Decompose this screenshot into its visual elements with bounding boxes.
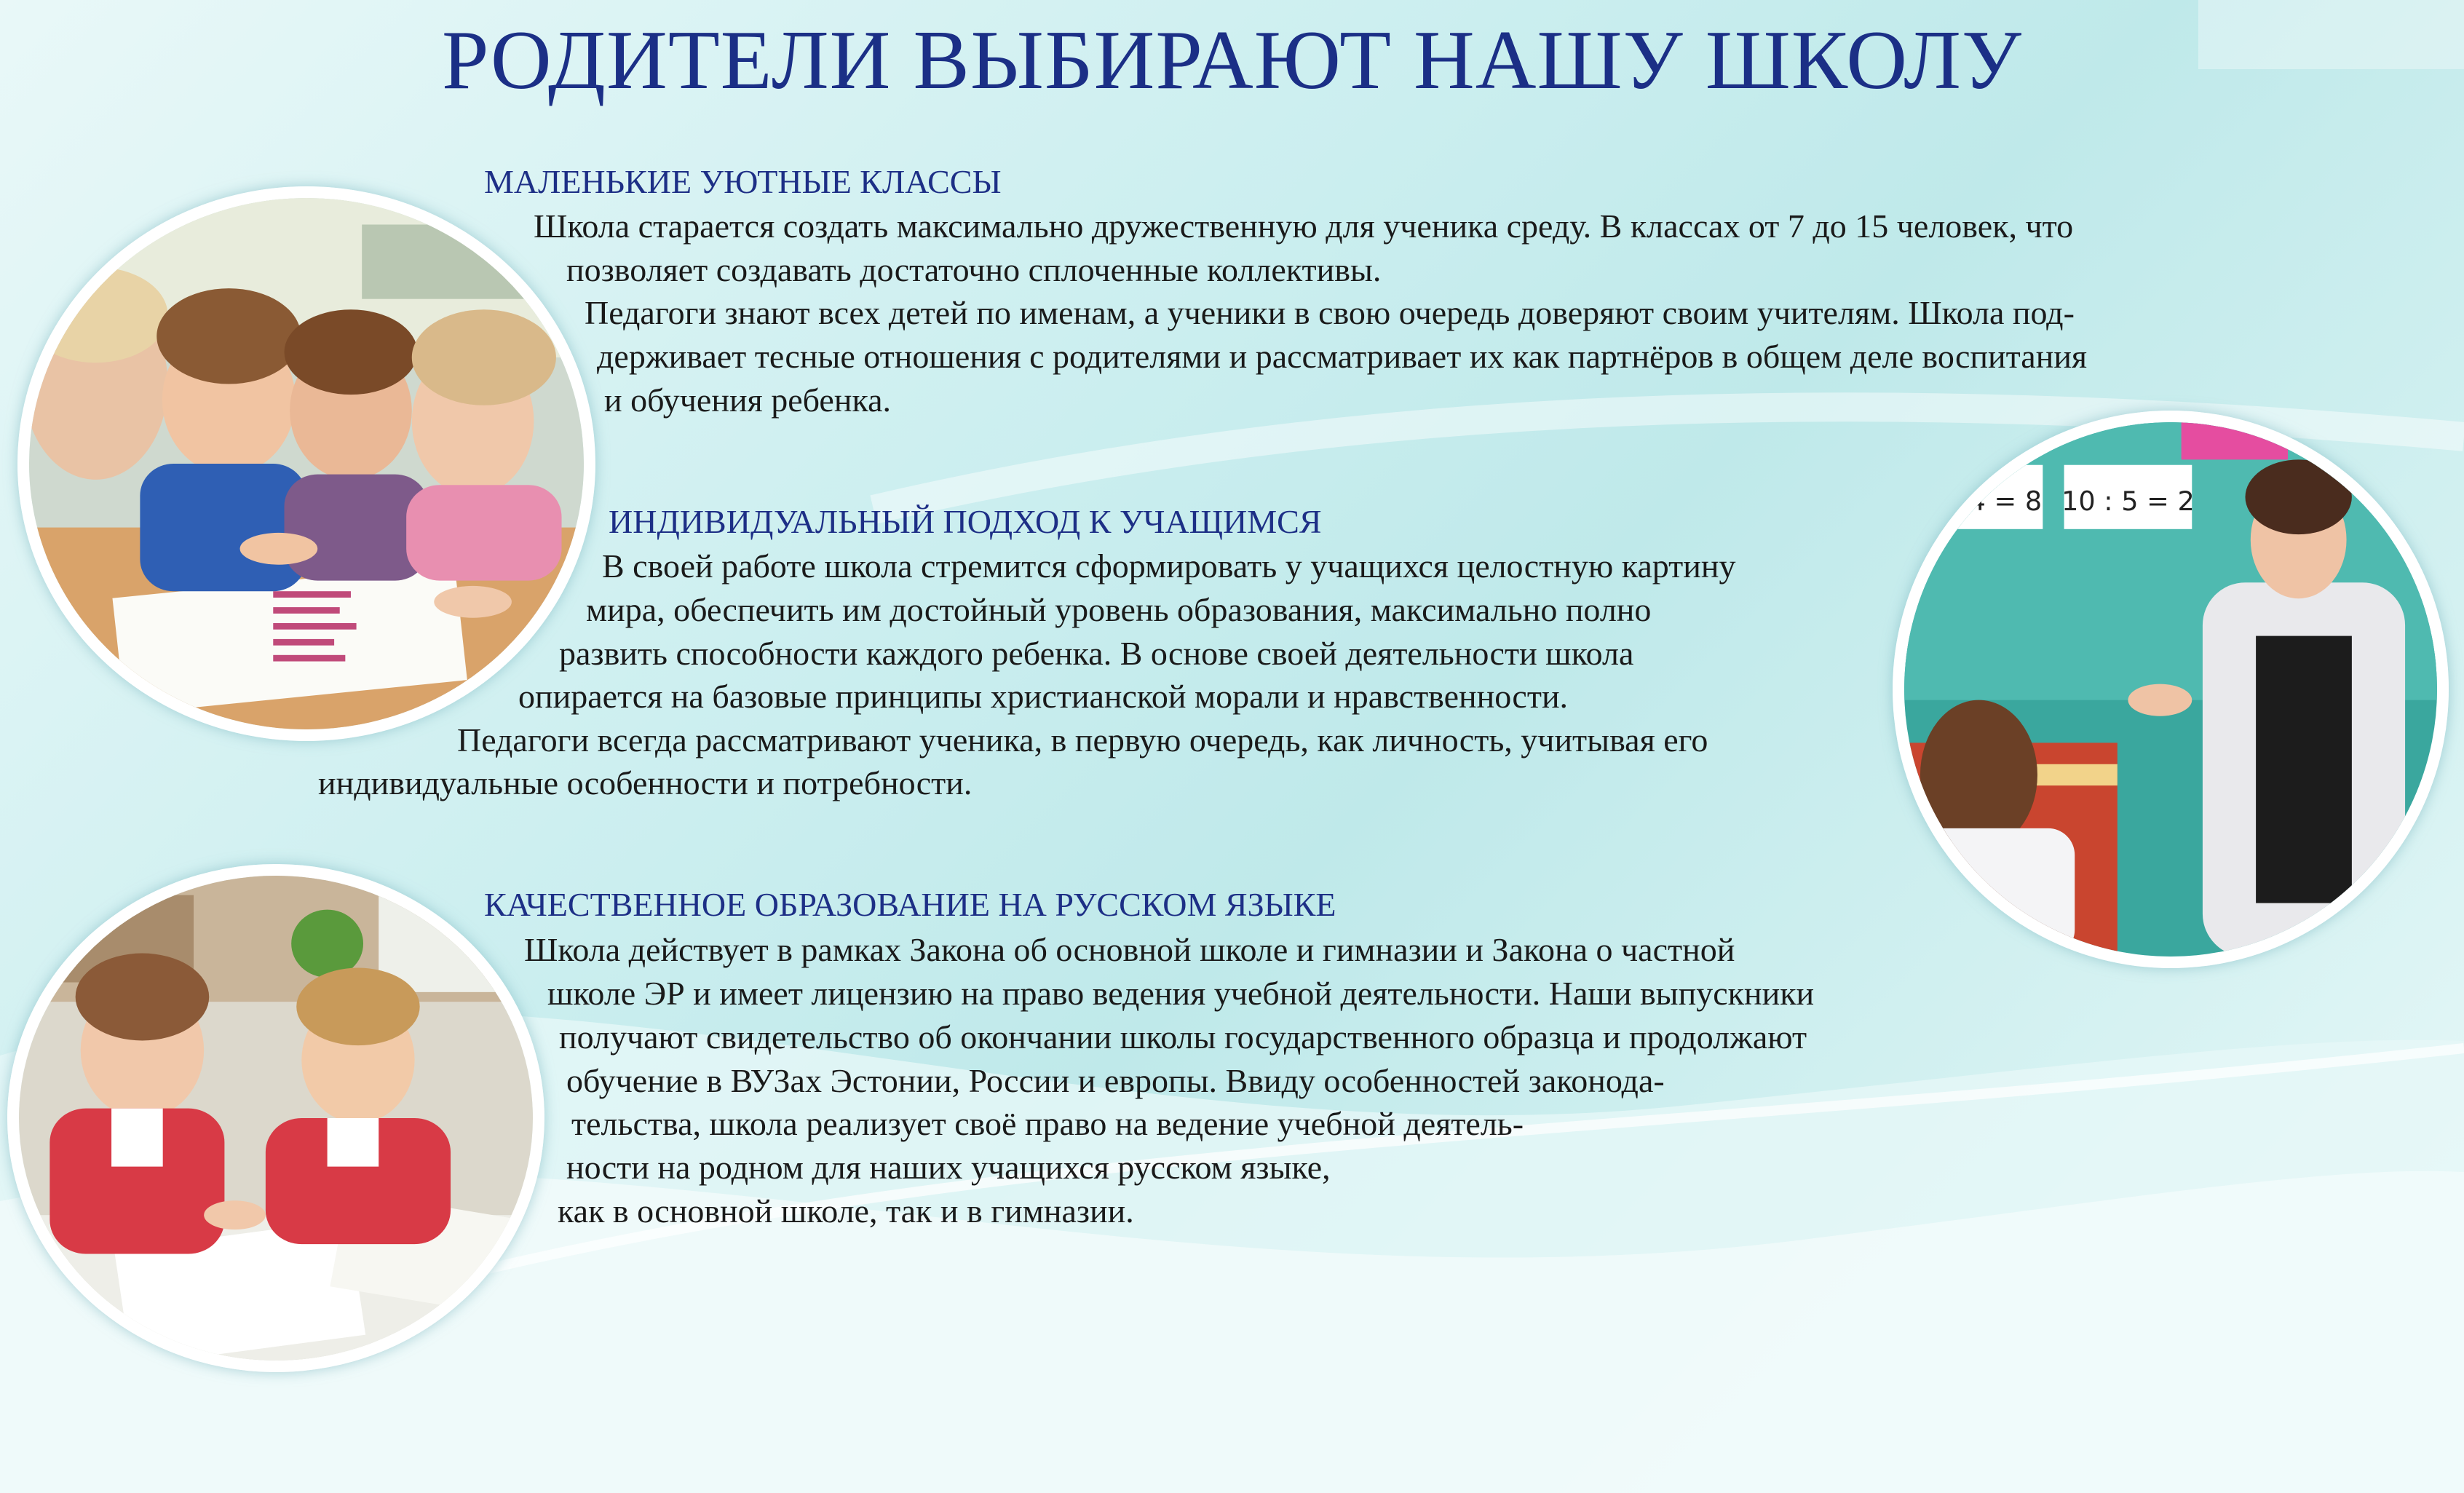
board-card-right: 10 : 5 = 2	[2061, 486, 2195, 518]
section-text-line: держивает тесные отношения с родителями и рассматривает их как партнёров в общем деле воспитания	[597, 338, 2088, 375]
section-text-line: Педагоги всегда рассматривают ученика, в первую очередь, как личность, учитывая его	[457, 721, 1708, 759]
photo-students-studying	[7, 864, 544, 1372]
page-title: РОДИТЕЛИ ВЫБИРАЮТ НАШУ ШКОЛУ	[442, 14, 2022, 107]
section-text-line: развить способности каждого ребенка. В основе своей деятельности школа	[559, 635, 1634, 672]
section-text-line: позволяет создавать достаточно сплоченные коллективы.	[566, 251, 1382, 288]
section-text-line: тельства, школа реализует своё право на ведение учебной деятель-	[571, 1105, 1524, 1142]
section-text-line: и обучения ребенка.	[604, 381, 892, 419]
section-heading-small-classes: МАЛЕНЬКИЕ УЮТНЫЕ КЛАССЫ	[484, 163, 1002, 200]
section-text-line: получают свидетельство об окончании школы государственного образца и продолжают	[559, 1018, 1807, 1056]
section-text-line: Школа старается создать максимально дружественную для ученика среду. В классах от 7 до 15 человек, что	[534, 207, 2074, 245]
section-text-line: индивидуальные особенности и потребности.	[318, 764, 972, 801]
section-text-line: обучение в ВУЗах Эстонии, России и европы. Ввиду особенностей законода-	[566, 1062, 1665, 1099]
section-text-line: опирается на базовые принципы христианской морали и нравственности.	[518, 678, 1569, 715]
board-card-left: 2 · 4 = 8	[1926, 486, 2043, 518]
section-text-line: Педагоги знают всех детей по именам, а ученики в свою очередь доверяют своим учителям. Школа под-	[585, 294, 2075, 331]
section-text-line: Школа действует в рамках Закона об основной школе и гимназии и Закона о частной	[524, 931, 1735, 968]
section-heading-quality-education: КАЧЕСТВЕННОЕ ОБРАЗОВАНИЕ НА РУССКОМ ЯЗЫКЕ	[484, 886, 1336, 923]
photo-teacher-class	[1893, 411, 2449, 968]
section-text-line: как в основной школе, так и в гимназии.	[558, 1192, 1134, 1229]
section-text-line: мира, обеспечить им достойный уровень образования, максимально полно	[586, 591, 1652, 628]
section-text-line: школе ЭР и имеет лицензию на право ведения учебной деятельности. Наши выпускники	[547, 975, 1815, 1012]
section-heading-individual-approach: ИНДИВИДУАЛЬНЫЙ ПОДХОД К УЧАЩИМСЯ	[609, 503, 1322, 540]
section-text-line: ности на родном для наших учащихся русском языке,	[566, 1149, 1331, 1186]
section-text-line: В своей работе школа стремится сформировать у учащихся целостную картину	[602, 547, 1736, 585]
photo-children-reading	[17, 186, 595, 741]
